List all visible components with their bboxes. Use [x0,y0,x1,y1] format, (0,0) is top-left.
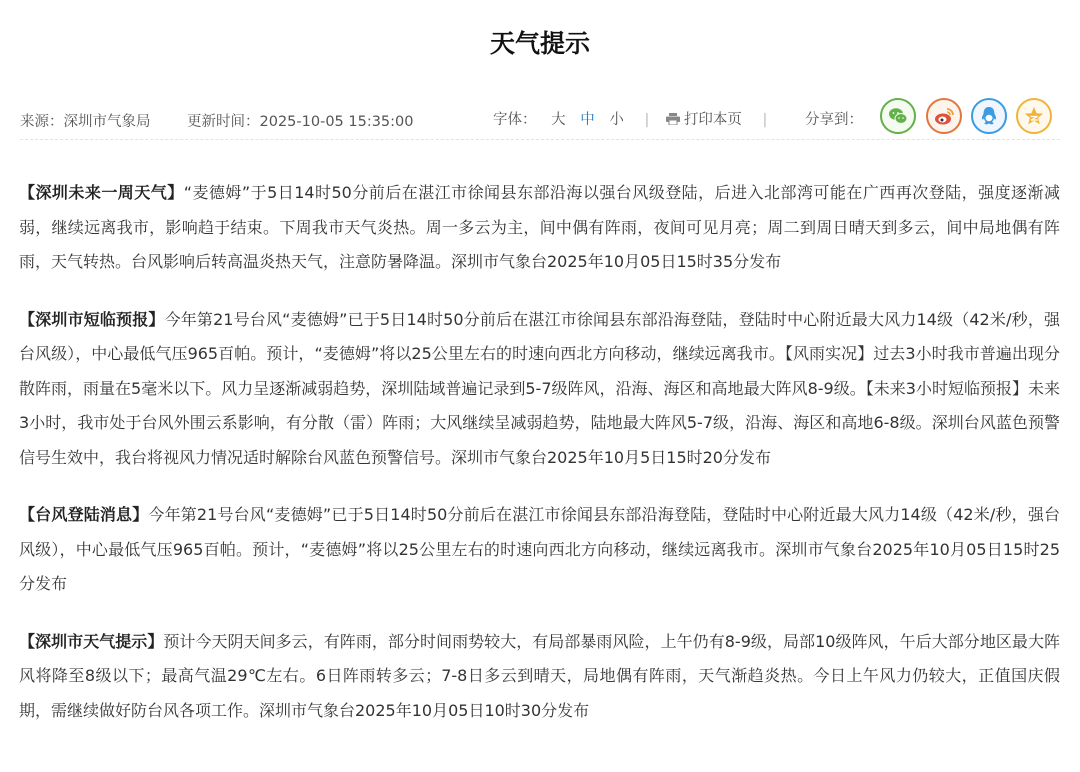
paragraph-text: 预计今天阴天间多云，有阵雨，部分时间雨势较大，有局部暴雨风险，上午仍有8-9级，局部10级阵风，午后大部分地区最大阵风将降至8级以下；最高气温29℃左右。6日阵雨转多云；7-8日多云到晴天，局地偶有阵雨，天气渐趋炎热。今日上午风力仍较大，正值国庆假期，需继续做好防台风各项工作。深圳市气象台2025年10月05日10时30分发布 [19,631,1060,720]
source-label: 来源：深圳市气象局 [20,114,151,130]
divider: | [644,112,650,128]
font-size-label: 字体： [493,112,537,128]
page-title: 天气提示 [489,29,590,58]
article-body [19,176,1060,751]
share-label: 分享到： [805,112,863,128]
article-paragraph [19,625,1060,729]
article-meta-bar [20,96,1060,140]
share-qzone-button[interactable] [1016,98,1052,134]
print-page-button[interactable] [666,112,747,128]
paragraph-heading: 【深圳市天气提示】 [19,631,164,651]
article-paragraph [19,303,1060,476]
qq-icon [978,105,1000,127]
paragraph-heading: 【深圳市短临预报】 [19,309,165,329]
paragraph-text: 今年第21号台风“麦德姆”已于5日14时50分前后在湛江市徐闻县东部沿海登陆，登陆时中心附近最大风力14级（42米/秒，强台风级），中心最低气压965百帕。预计，“麦德姆”将以25公里左右的时速向西北方向移动，继续远离我市。深圳市气象台2025年10月05日15时25分发布 [19,505,1060,593]
updated-time: 更新时间：2025-10-05 15:35:00 [187,114,414,130]
qzone-icon [1023,105,1045,127]
paragraph-heading: 【深圳未来一周天气】 [19,183,184,202]
paragraph-text: 今年第21号台风“麦德姆”已于5日14时50分前后在湛江市徐闻县东部沿海登陆，登陆时中心附近最大风力14级（42米/秒，强台风级），中心最低气压965百帕。预计，“麦德姆”将以25公里左右的时速向西北方向移动，继续远离我市。【风雨实况】过去3小时我市普遍出现分散阵雨，雨量在5毫米以下。风力呈逐渐减弱趋势，深圳陆域普遍记录到5-7级阵风，沿海、海区和高地最大阵风8-9级。【未来3小时短临预报】未来3小时，我市处于台风外围云系影响，有分散（雷）阵雨；大风继续呈减弱趋势，陆地最大阵风5-7级，沿海、海区和高地6-8级。深圳台风蓝色预警信号生效中，我台将视风力情况适时解除台风蓝色预警信号。深圳市气象台2025年10月5日15时20分发布 [19,309,1060,467]
font-size-small-button[interactable]: 小 [609,112,624,128]
article-paragraph [19,498,1060,602]
printer-icon [666,113,680,125]
print-page-label: 打印本页 [683,112,742,128]
divider: | [762,112,768,128]
share-wechat-button[interactable] [880,98,916,134]
font-size-large-button[interactable]: 大 [551,112,566,128]
paragraph-heading: 【台风登陆消息】 [19,505,149,524]
share-qq-button[interactable] [971,98,1007,134]
font-size-medium-button[interactable]: 中 [580,112,595,128]
article-paragraph [19,176,1060,280]
paragraph-text: “麦德姆”于5日14时50分前后在湛江市徐闻县东部沿海以强台风级登陆，后进入北部湾可能在广西再次登陆，强度逐渐减弱，继续远离我市，影响趋于结束。下周我市天气炎热。周一多云为主，间中偶有阵雨，夜间可见月亮；周二到周日晴天到多云，间中局地偶有阵雨，天气转热。台风影响后转高温炎热天气，注意防暑降温。深圳市气象台2025年10月05日15时35分发布 [19,183,1060,271]
share-weibo-button[interactable] [926,98,962,134]
font-size-control [493,108,767,129]
wechat-icon [887,105,909,127]
weibo-icon [933,105,955,127]
